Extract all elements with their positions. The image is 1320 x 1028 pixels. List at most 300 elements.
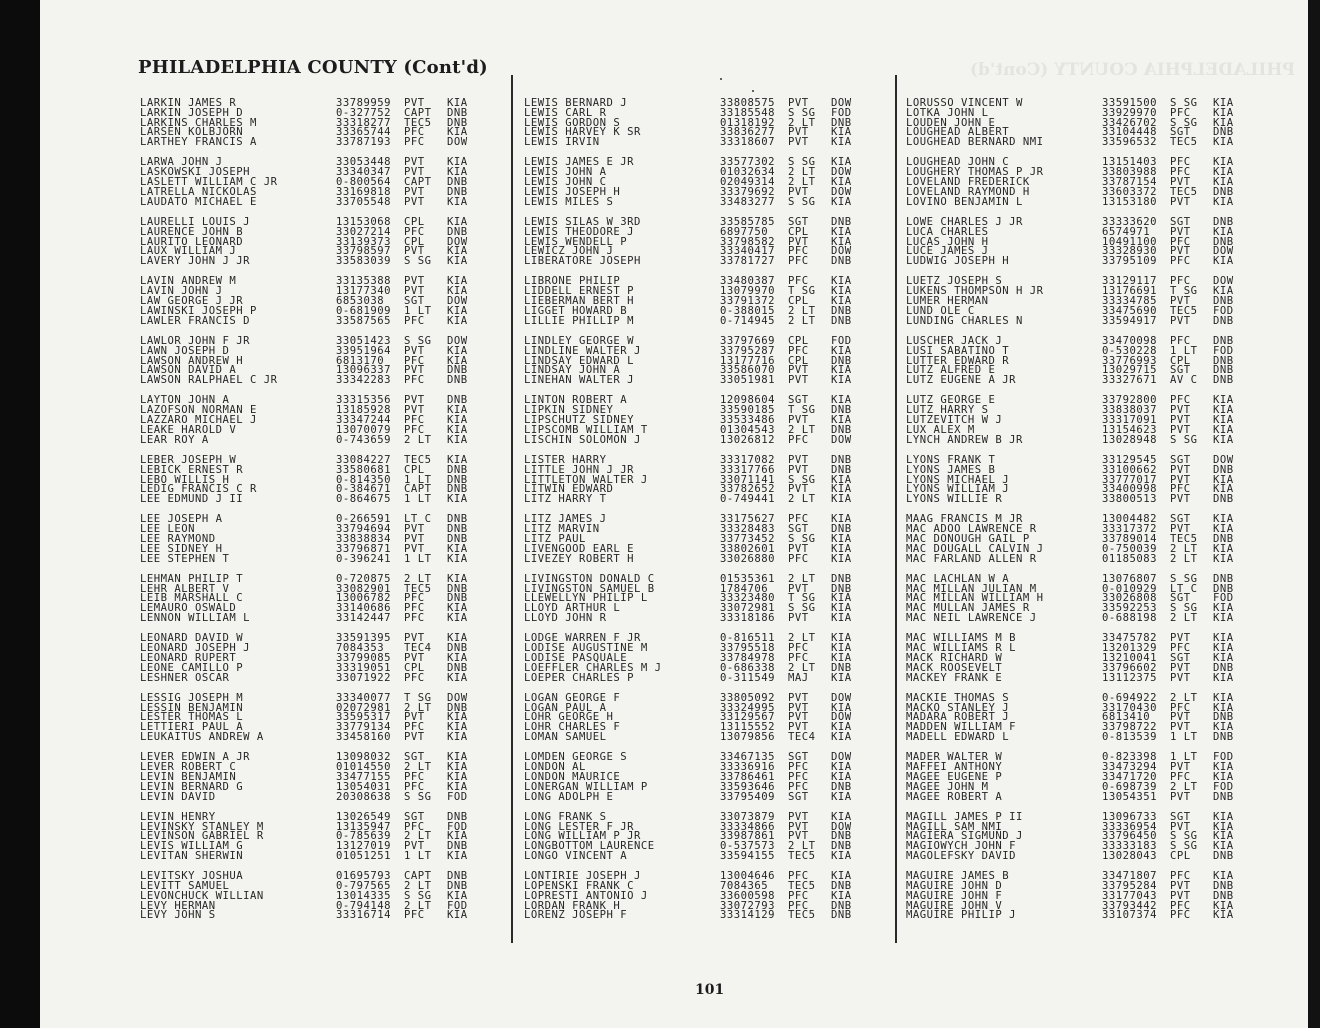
soldier-name: LUX ALEX M <box>906 423 975 436</box>
casualty-status: KIA <box>831 602 852 615</box>
casualty-status: DOW <box>831 185 852 198</box>
casualty-status: KIA <box>1213 513 1234 526</box>
soldier-name: LINDSAY EDWARD L <box>524 354 635 367</box>
soldier-name: MAC WILLIAMS M B <box>906 632 1017 645</box>
serial-number: 33793442 <box>1102 899 1158 912</box>
serial-number: 33483277 <box>720 195 776 208</box>
soldier-name: LAWSON DAVID A <box>140 364 237 377</box>
rank: 2 LT <box>404 701 432 714</box>
soldier-name: LIBRONE PHILIP <box>524 275 621 288</box>
soldier-name: LONGBOTTOM LAURENCE <box>524 840 655 853</box>
soldier-name: LUTZ ALFRED E <box>906 364 996 377</box>
soldier-name: LEWIS JAMES E JR <box>524 156 635 169</box>
casualty-status: FOD <box>831 334 852 347</box>
soldier-name: LAVIN JOHN J <box>140 285 223 298</box>
serial-number: 33594155 <box>720 850 776 862</box>
rank: S SG <box>788 195 816 208</box>
soldier-name: MAC MILLAN JULIAN M <box>906 582 1037 595</box>
casualty-status: KIA <box>1213 433 1234 446</box>
serial-number: 6897750 <box>720 225 769 238</box>
casualty-status: DNB <box>1213 889 1234 902</box>
casualty-status: KIA <box>1213 166 1234 179</box>
soldier-name: LEE JOSEPH A <box>140 513 223 526</box>
rank: SGT <box>788 751 809 764</box>
soldier-name: MAC ADOO LAWRENCE R <box>906 523 1037 536</box>
rank: TEC5 <box>1170 136 1198 149</box>
serial-number: 33026880 <box>720 552 776 565</box>
casualty-status: DNB <box>447 582 468 595</box>
rank: 1 LT <box>404 304 432 317</box>
scan-edge <box>1308 0 1320 1028</box>
casualty-status: KIA <box>447 572 468 585</box>
serial-number: 33475690 <box>1102 304 1158 317</box>
rank: TEC5 <box>404 453 432 466</box>
soldier-name: LILLIE PHILLIP M <box>524 314 635 327</box>
page-number: 101 <box>695 982 725 998</box>
rank: PVT <box>1170 661 1191 674</box>
serial-number: 33577302 <box>720 156 776 169</box>
serial-number: 33800513 <box>1102 493 1158 506</box>
soldier-name: LONG FRANK S <box>524 810 607 823</box>
soldier-name: LODISE PASQUALE <box>524 651 628 664</box>
casualty-status: KIA <box>831 374 852 387</box>
soldier-name: MACK ROOSEVELT <box>906 661 1003 674</box>
rank: PFC <box>1170 909 1191 922</box>
serial-number: 33318186 <box>720 612 776 625</box>
serial-number: 0-686338 <box>720 661 776 674</box>
rank: PFC <box>1170 255 1191 268</box>
soldier-name: LATRELLA NICKOLAS <box>140 185 257 198</box>
rank: TEC4 <box>404 642 432 655</box>
rank: S SG <box>1170 433 1198 446</box>
casualty-status: KIA <box>447 304 468 317</box>
rank: 2 LT <box>788 840 816 853</box>
soldier-name: LEWIS HARVEY K SR <box>524 126 641 139</box>
rank: PFC <box>788 899 809 912</box>
serial-number: 0-743659 <box>336 433 392 446</box>
rank: PFC <box>1170 899 1191 912</box>
soldier-name: LEVIN DAVID <box>140 790 216 803</box>
serial-number: 33129545 <box>1102 453 1158 466</box>
soldier-name: LOPRESTI ANTONIO J <box>524 889 648 902</box>
rank: SGT <box>1170 453 1191 466</box>
soldier-name: LAUX WILLIAM J <box>140 245 237 258</box>
rank: SGT <box>1170 215 1191 228</box>
soldier-name: LEVY JOHN S <box>140 909 216 922</box>
casualty-status: KIA <box>831 473 852 486</box>
rank: T SG <box>788 285 816 298</box>
serial-number: 33795518 <box>720 642 776 655</box>
rank: 2 LT <box>788 661 816 674</box>
soldier-name: MAGEE EUGENE P <box>906 770 1003 783</box>
column-divider-left <box>511 75 513 943</box>
casualty-status: KIA <box>831 552 852 565</box>
soldier-name: LUCAS JOHN H <box>906 235 989 248</box>
serial-number: 33805092 <box>720 691 776 704</box>
rank: PFC <box>788 651 809 664</box>
soldier-name: LAWINSKI JOSEPH P <box>140 304 257 317</box>
casualty-status: KIA <box>1213 394 1234 407</box>
serial-number: 13054351 <box>1102 790 1158 803</box>
rank: PVT <box>788 542 809 555</box>
soldier-name: LUTZ EUGENE A JR <box>906 374 1017 387</box>
serial-number: 33796450 <box>1102 830 1158 843</box>
casualty-status: DNB <box>447 870 468 883</box>
rank: PFC <box>788 513 809 526</box>
rank: 2 LT <box>1170 552 1198 565</box>
rank: S SG <box>404 255 432 268</box>
casualty-status: KIA <box>447 433 468 446</box>
rank: CPL <box>788 334 809 347</box>
soldier-name: LINDLINE WALTER J <box>524 344 641 357</box>
rank: PVT <box>404 731 425 744</box>
serial-number: 01695793 <box>336 870 392 883</box>
serial-number: 33129117 <box>1102 275 1158 288</box>
soldier-name: LEVITAN SHERWIN <box>140 850 244 862</box>
rank: 2 LT <box>404 880 432 893</box>
casualty-status: DNB <box>447 661 468 674</box>
soldier-name: LAWSON RALPHAEL C JR <box>140 374 278 387</box>
serial-number: 01014550 <box>336 761 392 774</box>
rank: PVT <box>788 612 809 625</box>
rank: PVT <box>1170 880 1191 893</box>
serial-number: 0-327752 <box>336 106 392 119</box>
serial-number: 6813170 <box>336 354 385 367</box>
rank: PFC <box>1170 394 1191 407</box>
soldier-name: LOMDEN GEORGE S <box>524 751 628 764</box>
serial-number: 13026549 <box>336 810 392 823</box>
serial-number: 13115552 <box>720 721 776 734</box>
serial-number: 0-396241 <box>336 552 392 565</box>
soldier-name: LLEWELLYN PHILIP L <box>524 592 648 605</box>
serial-number: 33705548 <box>336 195 392 208</box>
rank: PVT <box>788 364 809 377</box>
serial-number: 13029715 <box>1102 364 1158 377</box>
soldier-name: MAC DONOUGH GAIL P <box>906 532 1030 545</box>
rank: 1 LT <box>1170 344 1198 357</box>
rank: PFC <box>404 136 425 149</box>
soldier-name: LIEBERMAN BERT H <box>524 295 635 308</box>
casualty-status: DNB <box>447 473 468 486</box>
rank: PFC <box>788 642 809 655</box>
rank: PVT <box>1170 414 1191 427</box>
serial-number: 33594917 <box>1102 314 1158 327</box>
casualty-status: KIA <box>831 493 852 506</box>
rank: SGT <box>1170 513 1191 526</box>
rank: PFC <box>1170 275 1191 288</box>
soldier-name: LAURELLI LOUIS J <box>140 215 251 228</box>
serial-number: 13127019 <box>336 840 392 853</box>
serial-number: 33072793 <box>720 899 776 912</box>
soldier-name: LISCHIN SOLOMON J <box>524 433 641 446</box>
soldier-name: LYNCH ANDREW B JR <box>906 433 1023 446</box>
rank: PFC <box>404 374 425 387</box>
serial-number: 13153068 <box>336 215 392 228</box>
soldier-name: MAC LACHLAN W A <box>906 572 1010 585</box>
soldier-name: LAVERY JOHN J JR <box>140 255 251 268</box>
casualty-status: KIA <box>447 780 468 793</box>
rank: PFC <box>1170 770 1191 783</box>
soldier-name: LIGGET HOWARD B <box>524 304 628 317</box>
casualty-status: KIA <box>831 513 852 526</box>
casualty-status: DNB <box>1213 185 1234 198</box>
serial-number: 13006782 <box>336 592 392 605</box>
casualty-status: KIA <box>831 850 852 862</box>
rank: PVT <box>1170 632 1191 645</box>
soldier-name: LEWIS IRVIN <box>524 136 600 149</box>
serial-number: 7084353 <box>336 642 385 655</box>
soldier-name: LUCE JAMES J <box>906 245 989 258</box>
serial-number: 33803988 <box>1102 166 1158 179</box>
soldier-name: LOGAN PAUL A <box>524 701 607 714</box>
rank: TEC5 <box>788 909 816 922</box>
casualty-status: DOW <box>831 166 852 179</box>
serial-number: 02072981 <box>336 701 392 714</box>
rank: PFC <box>404 414 425 427</box>
rank: PVT <box>1170 245 1191 258</box>
rank: 2 LT <box>788 493 816 506</box>
serial-number: 33794694 <box>336 523 392 536</box>
casualty-status: DNB <box>1213 582 1234 595</box>
rank: PFC <box>404 602 425 615</box>
serial-number: 33792800 <box>1102 394 1158 407</box>
rank: PVT <box>788 483 809 496</box>
serial-number: 33799085 <box>336 651 392 664</box>
soldier-name: LARSEN KOLBJORN <box>140 126 244 139</box>
serial-number: 0-794148 <box>336 899 392 912</box>
casualty-status: KIA <box>447 166 468 179</box>
soldier-name: LOUGHEAD JOHN C <box>906 156 1010 169</box>
serial-number: 33789959 <box>336 97 392 109</box>
rank: PFC <box>788 275 809 288</box>
casualty-status: KIA <box>1213 106 1234 119</box>
soldier-name: LEONE CAMILLO P <box>140 661 244 674</box>
soldier-name: MAC NEIL LAWRENCE J <box>906 612 1037 625</box>
casualty-status: KIA <box>447 195 468 208</box>
soldier-name: LENNON WILLIAM L <box>140 612 251 625</box>
rank: CAPT <box>404 483 432 496</box>
serial-number: 33787154 <box>1102 176 1158 189</box>
soldier-name: MAC MILLAN WILLIAM H <box>906 592 1044 605</box>
soldier-name: LASLETT WILLIAM C JR <box>140 176 278 189</box>
serial-number: 7084365 <box>720 880 769 893</box>
casualty-status: DOW <box>447 691 468 704</box>
serial-number: 33053448 <box>336 156 392 169</box>
casualty-status: KIA <box>1213 632 1234 645</box>
serial-number: 33786461 <box>720 770 776 783</box>
rank: PVT <box>404 245 425 258</box>
rank: LT C <box>404 513 432 526</box>
serial-number: 33591500 <box>1102 97 1158 109</box>
rank: 2 LT <box>788 166 816 179</box>
rank: PVT <box>1170 314 1191 327</box>
casualty-status: KIA <box>831 721 852 734</box>
rank: PVT <box>788 830 809 843</box>
serial-number: 33587565 <box>336 314 392 327</box>
serial-number: 13151403 <box>1102 156 1158 169</box>
serial-number: 33334785 <box>1102 295 1158 308</box>
soldier-name: LASKOWSKI JOSEPH <box>140 166 251 179</box>
soldier-name: LONTIRIE JOSEPH J <box>524 870 641 883</box>
rank: S SG <box>1170 840 1198 853</box>
soldier-name: LEWIS JOSEPH H <box>524 185 621 198</box>
rank: 2 LT <box>404 572 432 585</box>
soldier-name: LOVELAND FREDERICK <box>906 176 1030 189</box>
soldier-name: LOUDEN JOHN E <box>906 116 996 129</box>
soldier-name: MAC WILLIAMS R L <box>906 642 1017 655</box>
rank: PVT <box>788 414 809 427</box>
soldier-name: LEE RAYMOND <box>140 532 216 545</box>
soldier-name: LAZOFSON NORMAN E <box>140 404 257 417</box>
casualty-status: KIA <box>831 285 852 298</box>
casualty-status: KIA <box>447 423 468 436</box>
casualty-status: KIA <box>831 176 852 189</box>
casualty-status: DNB <box>447 185 468 198</box>
casualty-status: KIA <box>1213 612 1234 625</box>
casualty-status: DNB <box>831 304 852 317</box>
serial-number: 33798722 <box>1102 721 1158 734</box>
rank: PFC <box>404 612 425 625</box>
serial-number: 33142447 <box>336 612 392 625</box>
casualty-status: KIA <box>831 671 852 684</box>
serial-number: 13014335 <box>336 889 392 902</box>
casualty-status: KIA <box>1213 225 1234 238</box>
casualty-status: FOD <box>1213 780 1234 793</box>
serial-number: 13076807 <box>1102 572 1158 585</box>
soldier-name: LUTZEVITCH W J <box>906 414 1003 427</box>
soldier-name: LAVIN ANDREW M <box>140 275 237 288</box>
casualty-status: KIA <box>831 790 852 803</box>
rank: SGT <box>1170 651 1191 664</box>
casualty-status: DOW <box>447 136 468 149</box>
casualty-status: KIA <box>1213 721 1234 734</box>
rank: 2 LT <box>404 830 432 843</box>
casualty-status: KIA <box>831 483 852 496</box>
casualty-status: FOD <box>447 820 468 833</box>
casualty-status: KIA <box>1213 770 1234 783</box>
soldier-name: LYONS WILLIE R <box>906 493 1003 506</box>
soldier-name: MAFFEI ANTHONY <box>906 761 1003 774</box>
serial-number: 0-530228 <box>1102 344 1158 357</box>
casualty-status: DNB <box>1213 374 1234 387</box>
casualty-status: DNB <box>1213 364 1234 377</box>
soldier-name: LOUGHEAD ALBERT <box>906 126 1010 139</box>
rank: 1 LT <box>404 473 432 486</box>
serial-number: 0-749441 <box>720 493 776 506</box>
serial-number: 33782652 <box>720 483 776 496</box>
casualty-status: DNB <box>447 225 468 238</box>
soldier-name: LONG LESTER F JR <box>524 820 635 833</box>
casualty-status: DNB <box>831 116 852 129</box>
rank: 1 LT <box>404 552 432 565</box>
casualty-status: KIA <box>447 671 468 684</box>
serial-number: 33318277 <box>336 116 392 129</box>
casualty-status: DNB <box>831 404 852 417</box>
soldier-name: LARTHEY FRANCIS A <box>140 136 257 149</box>
soldier-name: LAWLOR JOHN F JR <box>140 334 251 347</box>
rank: 2 LT <box>788 632 816 645</box>
casualty-status: KIA <box>1213 404 1234 417</box>
soldier-name: MAGUIRE JOHN D <box>906 880 1003 893</box>
rank: PVT <box>1170 473 1191 486</box>
serial-number: 33808575 <box>720 97 776 109</box>
casualty-status: KIA <box>447 751 468 764</box>
rank: PVT <box>404 156 425 169</box>
serial-number: 33072981 <box>720 602 776 615</box>
serial-number: 33317372 <box>1102 523 1158 536</box>
rank: PFC <box>788 870 809 883</box>
rank: PVT <box>404 275 425 288</box>
serial-number: 33798597 <box>336 245 392 258</box>
rank: SGT <box>788 523 809 536</box>
soldier-name: LOVELAND RAYMOND H <box>906 185 1030 198</box>
casualty-status: KIA <box>447 542 468 555</box>
casualty-status: FOD <box>447 899 468 912</box>
serial-number: 33177043 <box>1102 889 1158 902</box>
casualty-status: KIA <box>1213 830 1234 843</box>
soldier-name: LEE SIDNEY H <box>140 542 223 555</box>
serial-number: 33027214 <box>336 225 392 238</box>
casualty-status: DNB <box>831 582 852 595</box>
casualty-status: KIA <box>1213 176 1234 189</box>
casualty-status: DNB <box>447 701 468 714</box>
soldier-name: LOGAN GEORGE F <box>524 691 621 704</box>
serial-number: 33791372 <box>720 295 776 308</box>
soldier-name: LAURITO LEONARD <box>140 235 244 248</box>
rank: TEC4 <box>788 731 816 744</box>
soldier-name: MADER WALTER W <box>906 751 1003 764</box>
casualty-status: KIA <box>447 602 468 615</box>
casualty-status: KIA <box>831 414 852 427</box>
serial-number: 33175627 <box>720 513 776 526</box>
rank: PVT <box>788 136 809 149</box>
rank: PFC <box>404 592 425 605</box>
soldier-name: LOHR GEORGE H <box>524 711 614 724</box>
rank: TEC5 <box>1170 304 1198 317</box>
serial-number: 33169818 <box>336 185 392 198</box>
rank: 1 LT <box>1170 751 1198 764</box>
serial-number: 33838834 <box>336 532 392 545</box>
casualty-status: KIA <box>831 126 852 139</box>
rank: PVT <box>404 523 425 536</box>
serial-number: 33593646 <box>720 780 776 793</box>
rank: PFC <box>1170 483 1191 496</box>
rank: 2 LT <box>404 899 432 912</box>
soldier-name: MAGUIRE PHILIP J <box>906 909 1017 922</box>
casualty-status: KIA <box>1213 285 1234 298</box>
serial-number: 33315356 <box>336 394 392 407</box>
rank: SGT <box>788 215 809 228</box>
soldier-name: LYONS MICHAEL J <box>906 473 1010 486</box>
casualty-status: KIA <box>1213 602 1234 615</box>
soldier-name: LODGE WARREN F JR <box>524 632 641 645</box>
soldier-name: MAGEE JOHN M <box>906 780 989 793</box>
soldier-name: LITZ HARRY T <box>524 493 607 506</box>
serial-number: 33591395 <box>336 632 392 645</box>
casualty-status: KIA <box>447 761 468 774</box>
serial-number: 0-785639 <box>336 830 392 843</box>
soldier-name: LOPENSKI FRANK C <box>524 880 635 893</box>
rank: PVT <box>404 532 425 545</box>
serial-number: 33051423 <box>336 334 392 347</box>
soldier-name: LEVITT SAMUEL <box>140 880 230 893</box>
soldier-name: MADARA ROBERT J <box>906 711 1010 724</box>
casualty-status: KIA <box>447 632 468 645</box>
serial-number: 13177716 <box>720 354 776 367</box>
rank: PVT <box>404 166 425 179</box>
casualty-status: DNB <box>831 899 852 912</box>
casualty-status: FOD <box>1213 751 1234 764</box>
